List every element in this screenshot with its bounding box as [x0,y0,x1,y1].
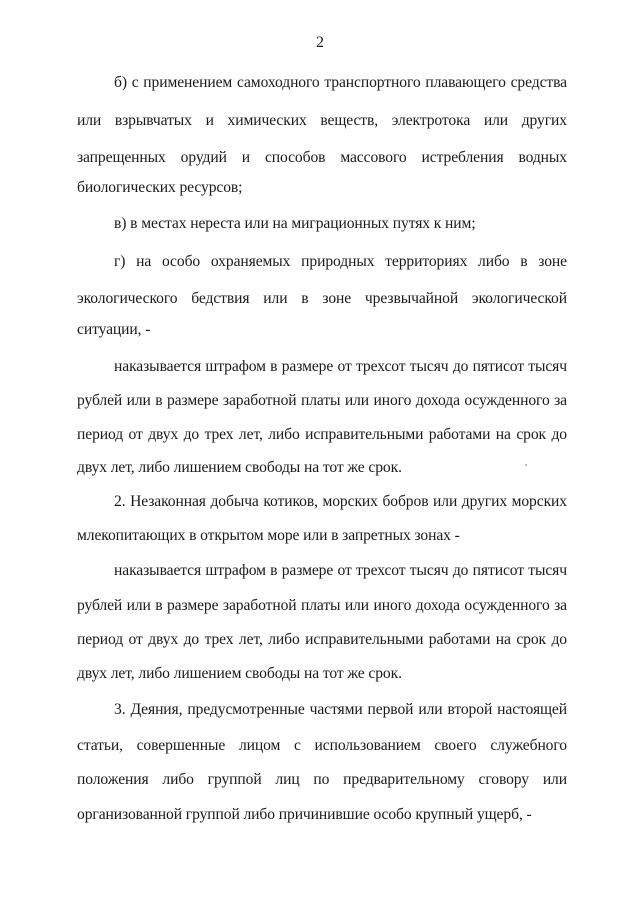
text-line: наказывается штрафом в размере от трехсот тысяч до пятисот тысяч [114,562,567,579]
text-line: период от двух до трех лет, либо исправительными работами на срок до [77,631,567,648]
text-line: организованной группой либо причинившие особо крупный ущерб, - [77,806,532,823]
text-line: 3. Деяния, предусмотренные частями первой или второй настоящей [114,701,567,718]
text-line: в) в местах нереста или на миграционных путях к ним; [114,215,476,232]
text-line: рублей или в размере заработной платы или иного дохода осужденного за [77,597,567,614]
scan-mark [525,464,527,466]
text-line: экологического бедствия или в зоне чрезвычайной экологической [77,290,567,307]
page-number: 2 [316,34,324,51]
text-line: млекопитающих в открытом море или в запретных зонах - [77,527,460,544]
text-line: двух лет, либо лишением свободы на тот же срок. [77,459,402,476]
text-line: двух лет, либо лишением свободы на тот же срок. [77,665,402,682]
text-line: биологических ресурсов; [77,179,243,196]
text-line: б) с применением самоходного транспортного плавающего средства [114,74,567,91]
text-line: рублей или в размере заработной платы или иного дохода осужденного за [77,392,567,409]
text-line: или взрывчатых и химических веществ, электротока или других [77,112,567,129]
text-line: 2. Незаконная добыча котиков, морских бобров или других морских [114,493,567,510]
text-line: запрещенных орудий и способов массового истребления водных [77,149,567,166]
text-line: статьи, совершенные лицом с использованием своего служебного [77,737,567,754]
text-line: ситуации, - [77,321,151,338]
text-line: наказывается штрафом в размере от трехсот тысяч до пятисот тысяч [114,358,567,375]
text-line: г) на особо охраняемых природных территориях либо в зоне [114,253,567,270]
text-line: период от двух до трех лет, либо исправительными работами на срок до [77,426,567,443]
text-line: положения либо группой лиц по предварительному сговору или [77,771,567,788]
